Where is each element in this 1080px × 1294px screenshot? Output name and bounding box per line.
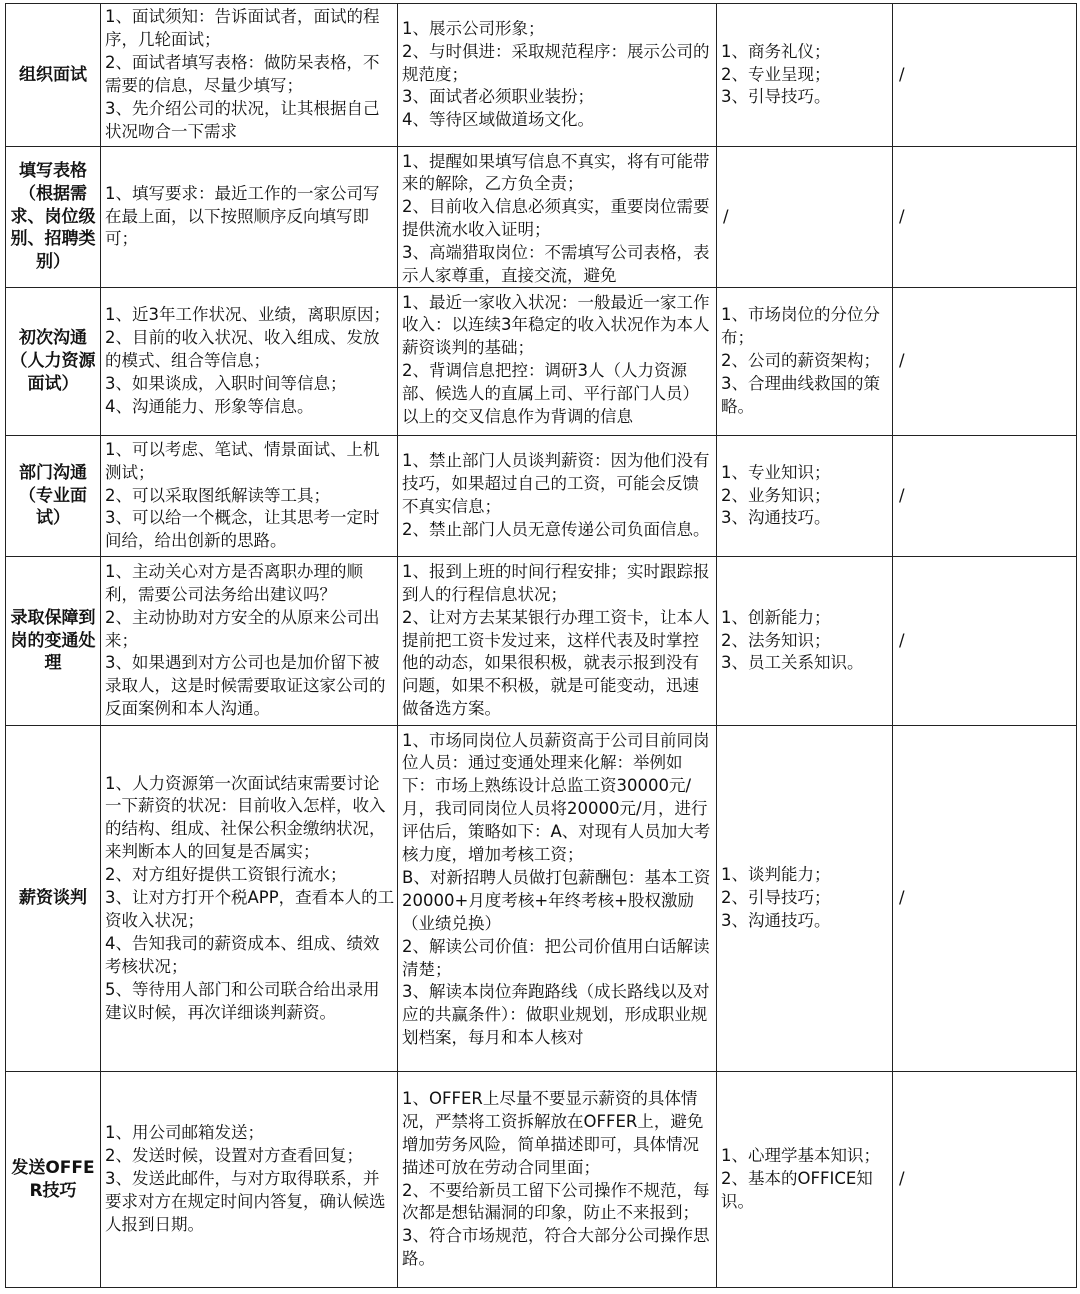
- skills-line: 2、公司的薪资架构；: [721, 351, 880, 371]
- stage-cell: 薪资谈判: [6, 726, 101, 1072]
- skills-line: 3、员工关系知识。: [721, 653, 864, 673]
- interview-process-table: [5, 3, 1077, 1288]
- notes-line: 3、如果遇到对方公司也是加价留下被录取人，这是时候需要取证这家公司的反面案例和本人沟通。: [105, 653, 386, 719]
- skills-cell: [717, 726, 893, 1072]
- skills-line: 2、引导技巧；: [721, 888, 831, 908]
- tips-cell: [398, 557, 717, 726]
- notes-line: 1、面试须知：告诉面试者，面试的程序，几轮面试；: [105, 7, 380, 50]
- tips-line: 1、展示公司形象；: [402, 18, 545, 38]
- tips-line: 2、禁止部门人员无意传递公司负面信息。: [402, 519, 710, 539]
- stage-cell: 录取保障到岗的变通处理: [6, 557, 101, 726]
- notes-line: 2、发送时候，设置对方查看回复；: [105, 1146, 363, 1166]
- skills-line: 3、沟通技巧。: [721, 910, 831, 930]
- tips-line: 1、报到上班的时间行程安排；实时跟踪报到人的行程信息状况；: [402, 561, 710, 604]
- notes-cell: [101, 557, 398, 726]
- stage-cell: 填写表格（根据需求、岗位级别、招聘类别）: [6, 147, 101, 288]
- skills-cell: [717, 1072, 893, 1288]
- notes-cell: [101, 288, 398, 436]
- table-row: [6, 436, 1077, 557]
- notes-line: 1、可以考虑、笔试、情景面试、上机测试；: [105, 439, 380, 482]
- notes-line: 2、可以采取图纸解读等工具；: [105, 485, 330, 505]
- tips-line: 3、高端猎取岗位：不需填写公司表格，表示人家尊重，直接交流，避免: [402, 243, 710, 286]
- skills-line: 2、专业呈现；: [721, 64, 831, 84]
- skills-line: 1、心理学基本知识；: [721, 1146, 880, 1166]
- skills-cell: [717, 147, 893, 288]
- skills-line: 2、业务知识；: [721, 485, 831, 505]
- remark-cell: /: [893, 726, 1077, 1072]
- table-row: [6, 4, 1077, 147]
- notes-line: 4、告知我司的薪资成本、组成、绩效考核状况；: [105, 933, 380, 976]
- tips-line: 2、目前收入信息必须真实，重要岗位需要提供流水收入证明；: [402, 197, 710, 240]
- notes-line: 5、等待用人部门和公司联合给出录用建议时候，再次详细谈判薪资。: [105, 979, 380, 1022]
- tips-line: 2、让对方去某某银行办理工资卡，让本人提前把工资卡发过来，这样代表及时掌控他的动态，如果很积极，就表示报到没有问题，如果不积极，就是可能变动，迅速做备选方案。: [402, 607, 710, 719]
- notes-cell: [101, 436, 398, 557]
- tips-line: 2、与时俱进：采取规范程序：展示公司的规范度；: [402, 41, 710, 84]
- tips-line: 1、市场同岗位人员薪资高于公司目前同岗位人员：通过变通处理来化解：举例如下：市场上熟练设计总监工资30000元/月，我司同岗位人员将20000元/月，进行评估后，策略如下：A、对现有人员加大考核力度，增加考核工资；: [402, 730, 711, 865]
- remark-cell: /: [893, 147, 1077, 288]
- remark-cell: /: [893, 557, 1077, 726]
- tips-line: 2、背调信息把控：调研3人（人力资源部、候选人的直属上司、平行部门人员）以上的交叉信息作为背调的信息: [402, 361, 699, 427]
- notes-cell: [101, 147, 398, 288]
- notes-line: 2、主动协助对方安全的从原来公司出来；: [105, 607, 380, 650]
- skills-line: /: [723, 206, 729, 226]
- skills-line: 3、沟通技巧。: [721, 508, 831, 528]
- notes-line: 2、面试者填写表格：做防呆表格，不需要的信息，尽量少填写；: [105, 53, 380, 95]
- stage-cell: 发送OFFER技巧: [6, 1072, 101, 1288]
- tips-line: 1、禁止部门人员谈判薪资：因为他们没有技巧，如果超过自己的工资，可能会反馈不真实信息；: [402, 451, 710, 516]
- notes-line: 3、可以给一个概念，让其思考一定时间给，给出创新的思路。: [105, 508, 380, 551]
- notes-line: 1、用公司邮箱发送；: [105, 1123, 264, 1143]
- notes-cell: [101, 4, 398, 147]
- remark-cell: /: [893, 436, 1077, 557]
- stage-cell: 组织面试: [6, 4, 101, 147]
- notes-line: 1、主动关心对方是否离职办理的顺利，需要公司法务给出建议吗？: [105, 561, 363, 604]
- tips-cell: [398, 4, 717, 147]
- tips-line: 3、解读本岗位奔跑路线（成长路线以及对应的共赢条件）：做职业规划，形成职业规划档案，每月和本人核对: [402, 982, 710, 1048]
- tips-line: 3、面试者必须职业装扮；: [402, 87, 594, 107]
- table-row: [6, 726, 1077, 1072]
- notes-cell: [101, 1072, 398, 1288]
- stage-cell: 初次沟通（人力资源面试）: [6, 288, 101, 436]
- tips-line: 1、提醒如果填写信息不真实，将有可能带来的解除，乙方负全责；: [402, 151, 710, 194]
- skills-line: 1、市场岗位的分位分布；: [721, 305, 880, 348]
- tips-line: 1、OFFER上尽量不要显示薪资的具体情况，严禁将工资拆解放在OFFER上，避免增加劳务风险，简单描述即可，具体情况描述可放在劳动合同里面；: [402, 1088, 704, 1177]
- skills-cell: [717, 557, 893, 726]
- table-row: [6, 557, 1077, 726]
- notes-line: 1、近3年工作状况、业绩，离职原因；: [105, 305, 390, 325]
- tips-cell: [398, 147, 717, 288]
- notes-line: 3、如果谈成，入职时间等信息；: [105, 373, 347, 393]
- tips-cell: [398, 1072, 717, 1288]
- skills-line: 3、引导技巧。: [721, 87, 831, 107]
- skills-line: 1、创新能力；: [721, 607, 831, 627]
- table-row: [6, 1072, 1077, 1288]
- tips-cell: [398, 288, 717, 436]
- notes-line: 3、让对方打开个税APP，查看本人的工资收入状况；: [105, 888, 395, 930]
- notes-line: 1、填写要求：最近工作的一家公司写在最上面，以下按照顺序反向填写即可；: [105, 183, 380, 249]
- skills-line: 1、谈判能力；: [721, 865, 831, 885]
- tips-line: 2、不要给新员工留下公司操作不规范，每次都是想钻漏洞的印象，防止不来报到；: [402, 1180, 710, 1223]
- skills-line: 3、合理曲线救国的策略。: [721, 373, 880, 416]
- notes-line: 1、人力资源第一次面试结束需要讨论一下薪资的状况：目前收入怎样，收入的结构、组成、社保公积金缴纳状况，来判断本人的回复是否属实；: [105, 773, 386, 862]
- table-row: [6, 288, 1077, 436]
- tips-cell: [398, 726, 717, 1072]
- tips-line: 2、解读公司价值：把公司价值用白话解读清楚；: [402, 936, 710, 979]
- tips-line: 1、最近一家收入状况：一般最近一家工作收入：以连续3年稳定的收入状况作为本人薪资谈判的基础；: [402, 292, 710, 358]
- skills-cell: [717, 4, 893, 147]
- skills-line: 2、法务知识；: [721, 630, 831, 650]
- skills-line: 2、基本的OFFICE知识。: [721, 1169, 873, 1211]
- skills-line: 1、专业知识；: [721, 462, 831, 482]
- tips-line: B、对新招聘人员做打包薪酬包：基本工资20000+月度考核+年终考核+股权激励（业绩兑换）: [402, 867, 711, 933]
- table-row: [6, 147, 1077, 288]
- remark-cell: /: [893, 4, 1077, 147]
- notes-line: 3、发送此邮件，与对方取得联系，并要求对方在规定时间内答复，确认候选人报到日期。: [105, 1169, 386, 1234]
- notes-line: 2、目前的收入状况、收入组成、发放的模式、组合等信息；: [105, 328, 380, 371]
- tips-cell: [398, 436, 717, 557]
- skills-cell: [717, 288, 893, 436]
- skills-line: 1、商务礼仪；: [721, 41, 831, 61]
- tips-line: 3、符合市场规范，符合大部分公司操作思路。: [402, 1226, 710, 1269]
- notes-line: 3、先介绍公司的状况，让其根据自己状况吻合一下需求: [105, 98, 380, 141]
- notes-line: 4、沟通能力、形象等信息。: [105, 396, 314, 416]
- tips-line: 4、等待区域做道场文化。: [402, 110, 594, 130]
- remark-cell: /: [893, 288, 1077, 436]
- notes-cell: [101, 726, 398, 1072]
- skills-cell: [717, 436, 893, 557]
- notes-line: 2、对方组好提供工资银行流水；: [105, 865, 347, 885]
- remark-cell: /: [893, 1072, 1077, 1288]
- stage-cell: 部门沟通（专业面试）: [6, 436, 101, 557]
